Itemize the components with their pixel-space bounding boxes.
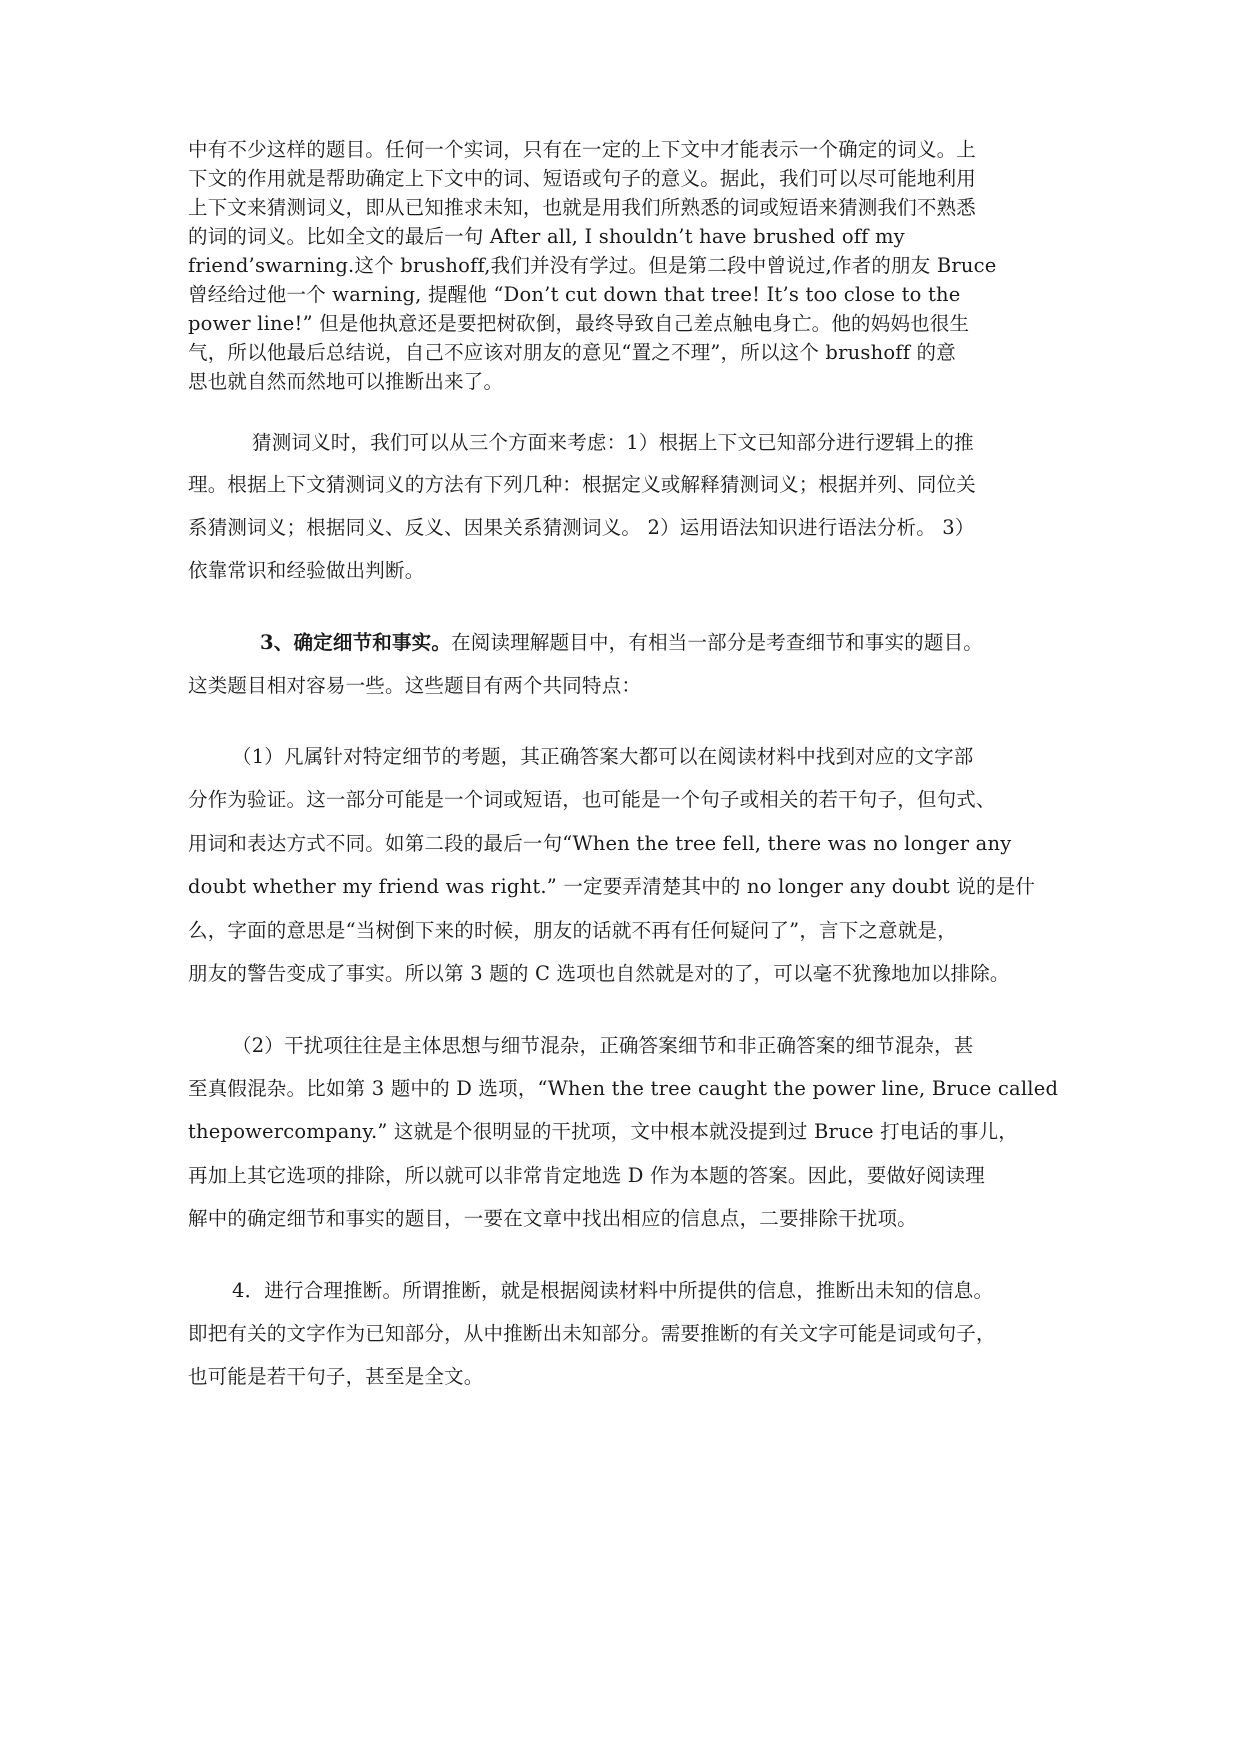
text-line: 曾经给过他一个 warning, 提醒他 “Don’t cut down that tree! It’s too close to the	[188, 283, 961, 306]
text-line: 4．进行合理推断。所谓推断，就是根据阅读材料中所提供的信息，推断出未知的信息。	[232, 1279, 994, 1302]
text-line: 理。根据上下文猜测词义的方法有下列几种：根据定义或解释猜测词义；根据并列、同位关	[188, 473, 977, 496]
text-line: doubt whether my friend was right.” 一定要弄清楚其中的 no longer any doubt 说的是什	[188, 875, 1036, 898]
text-line: 即把有关的文字作为已知部分，从中推断出未知部分。需要推断的有关文字可能是词或句子，	[188, 1322, 996, 1345]
text-run: 在阅读理解题目中，有相当一部分是考查细节和事实的题目。	[451, 631, 983, 654]
text-line: 上下文来猜测词义，即从已知推求未知，也就是用我们所熟悉的词或短语来猜测我们不熟悉	[188, 196, 977, 219]
text-line: power line!” 但是他执意还是要把树砍倒，最终导致自己差点触电身亡。他的妈妈也很生	[188, 312, 970, 335]
text-line: 思也就自然而然地可以推断出来了。	[188, 370, 504, 393]
text-line: 的词的词义。比如全文的最后一句 After all, I shouldn’t have brushed off my	[188, 225, 905, 248]
text-line: friend’swarning.这个 brushoff,我们并没有学过。但是第二段中曾说过,作者的朋友 Bruce	[188, 254, 997, 277]
text-line: thepowercompany.” 这就是个很明显的干扰项，文中根本就没提到过 Bruce 打电话的事儿，	[188, 1120, 1018, 1143]
text-line: 再加上其它选项的排除，所以就可以非常肯定地选 D 作为本题的答案。因此，要做好阅读理	[188, 1164, 985, 1187]
text-line: 中有不少这样的题目。任何一个实词，只有在一定的上下文中才能表示一个确定的词义。上	[188, 138, 977, 161]
text-line: 用词和表达方式不同。如第二段的最后一句“When the tree fell, there was no longer any	[188, 832, 1012, 855]
text-line: 这类题目相对容易一些。这些题目有两个共同特点：	[188, 674, 642, 697]
text-line: 至真假混杂。比如第 3 题中的 D 选项，“When the tree caught the power line, Bruce called	[188, 1077, 1059, 1100]
text-line: 气，所以他最后总结说，自己不应该对朋友的意见“置之不理”，所以这个 brushoff 的意	[188, 341, 956, 364]
text-line: 系猜测词义；根据同义、反义、因果关系猜测词义。 2）运用语法知识进行语法分析。 3）	[188, 516, 975, 539]
text-line: 依靠常识和经验做出判断。	[188, 559, 425, 582]
section-heading-line	[260, 630, 983, 656]
text-line: （2）干扰项往往是主体思想与细节混杂，正确答案细节和非正确答案的细节混杂，甚	[232, 1034, 974, 1057]
text-line: 猜测词义时，我们可以从三个方面来考虑：1）根据上下文已知部分进行逻辑上的推	[252, 431, 974, 454]
text-line: 朋友的警告变成了事实。所以第 3 题的 C 选项也自然就是对的了，可以毫不犹豫地加以排除。	[188, 962, 1010, 985]
text-line: （1）凡属针对特定细节的考题，其正确答案大都可以在阅读材料中找到对应的文字部	[232, 745, 974, 768]
text-line: 分作为验证。这一部分可能是一个词或短语，也可能是一个句子或相关的若干句子，但句式、	[188, 788, 996, 811]
text-line: 解中的确定细节和事实的题目，一要在文章中找出相应的信息点，二要排除干扰项。	[188, 1207, 917, 1230]
text-line: 也可能是若干句子，甚至是全文。	[188, 1365, 484, 1388]
section-heading: 3、确定细节和事实。	[260, 631, 452, 654]
text-line: 下文的作用就是帮助确定上下文中的词、短语或句子的意义。据此，我们可以尽可能地利用	[188, 167, 977, 190]
text-line: 么，字面的意思是“当树倒下来的时候，朋友的话就不再有任何疑问了”，言下之意就是，	[188, 919, 957, 942]
